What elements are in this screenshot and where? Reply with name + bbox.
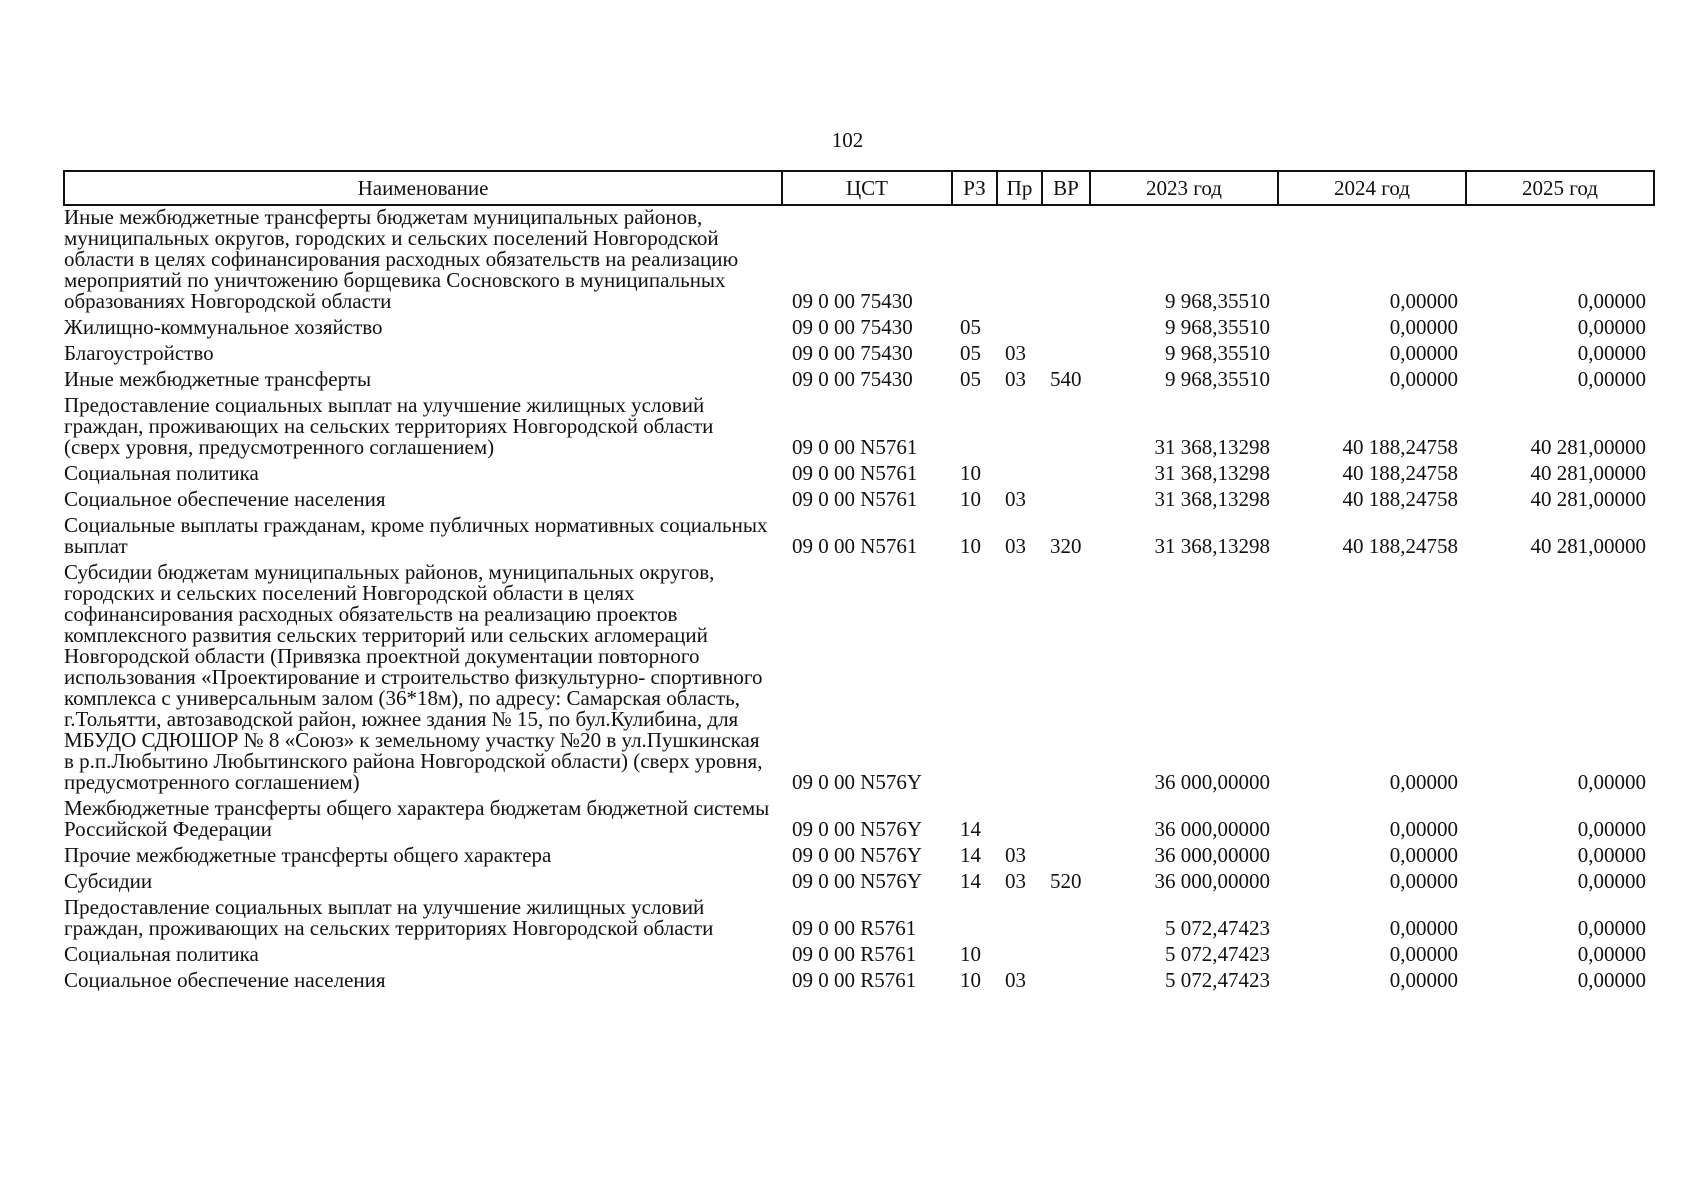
- cell-2025: 0,00000: [1577, 916, 1646, 940]
- cell-rz: 05: [960, 367, 981, 391]
- cell-2023: 31 368,13298: [1154, 534, 1270, 558]
- header-2025: 2025 год: [1466, 171, 1654, 205]
- cell-pr: 03: [1005, 367, 1026, 391]
- cell-2024: 0,00000: [1389, 817, 1458, 841]
- cell-2024: 0,00000: [1389, 341, 1458, 365]
- cell-rz: 14: [960, 843, 981, 867]
- table-row: [64, 488, 1654, 514]
- cell-2023: 9 968,35510: [1165, 367, 1270, 391]
- cell-cst: 09 0 00 75430: [792, 341, 913, 365]
- table-row: [64, 896, 1654, 943]
- cell-2024: 40 188,24758: [1342, 461, 1458, 485]
- cell-rz: 10: [960, 534, 981, 558]
- cell-cst: 09 0 00 R5761: [792, 942, 917, 966]
- header-rz: РЗ: [952, 171, 997, 205]
- cell-cst: 09 0 00 N576Y: [792, 770, 923, 794]
- cell-rz: 10: [960, 942, 981, 966]
- cell-2024: 0,00000: [1389, 942, 1458, 966]
- cell-vr: [1042, 342, 1090, 368]
- cell-name: Субсидии: [64, 869, 153, 893]
- cell-vr: [1042, 943, 1090, 969]
- cell-2023: 9 968,35510: [1165, 289, 1270, 313]
- page-number: 102: [831, 128, 864, 152]
- cell-cst: 09 0 00 N576Y: [792, 869, 923, 893]
- cell-2024: 0,00000: [1389, 968, 1458, 992]
- cell-cst: 09 0 00 75430: [792, 367, 913, 391]
- cell-2023: 9 968,35510: [1165, 315, 1270, 339]
- cell-2023: 5 072,47423: [1165, 968, 1270, 992]
- cell-2025: 0,00000: [1577, 843, 1646, 867]
- cell-2025: 0,00000: [1577, 770, 1646, 794]
- table-row: [64, 870, 1654, 896]
- cell-2023: 5 072,47423: [1165, 916, 1270, 940]
- header-2024: 2024 год: [1278, 171, 1466, 205]
- cell-2025: 0,00000: [1577, 289, 1646, 313]
- cell-cst: 09 0 00 75430: [792, 315, 913, 339]
- cell-name: Благоустройство: [64, 341, 214, 365]
- cell-vr: [1042, 797, 1090, 844]
- cell-2024: 0,00000: [1389, 869, 1458, 893]
- table-header: [64, 171, 1654, 205]
- cell-pr: [997, 462, 1042, 488]
- cell-2024: 0,00000: [1389, 367, 1458, 391]
- cell-2025: 40 281,00000: [1530, 461, 1646, 485]
- budget-table: [63, 170, 1655, 995]
- cell-name: Прочие межбюджетные трансферты общего характера: [64, 843, 552, 867]
- cell-2025: 0,00000: [1577, 869, 1646, 893]
- cell-pr: 03: [1005, 487, 1026, 511]
- cell-2025: 0,00000: [1577, 341, 1646, 365]
- cell-name: Предоставление социальных выплат на улучшение жилищных условий граждан, проживающих на сельских территориях Новгородской области: [64, 895, 714, 940]
- cell-vr: [1042, 462, 1090, 488]
- cell-rz: [952, 561, 997, 797]
- cell-2024: 0,00000: [1389, 916, 1458, 940]
- cell-name: Социальные выплаты гражданам, кроме публичных нормативных социальных выплат: [64, 513, 768, 558]
- cell-name: Иные межбюджетные трансферты бюджетам муниципальных районов, муниципальных округов, городских и сельских поселений Новгородской области в целях софинансирования расходных обязательств на реализацию мероприятий по уничтожению борщевика Сосновского в муниципальных образованиях Новгородской области: [64, 205, 739, 313]
- cell-pr: [997, 205, 1042, 316]
- cell-2025: 0,00000: [1577, 942, 1646, 966]
- cell-2023: 31 368,13298: [1154, 461, 1270, 485]
- cell-2025: 0,00000: [1577, 367, 1646, 391]
- cell-rz: [952, 394, 997, 462]
- cell-name: Жилищно-коммунальное хозяйство: [64, 315, 383, 339]
- cell-pr: [997, 896, 1042, 943]
- header-2023: 2023 год: [1090, 171, 1278, 205]
- cell-vr: [1042, 394, 1090, 462]
- cell-cst: 09 0 00 R5761: [792, 916, 917, 940]
- cell-name: Иные межбюджетные трансферты: [64, 367, 372, 391]
- table-row: [64, 943, 1654, 969]
- cell-2024: 40 188,24758: [1342, 534, 1458, 558]
- table-row: [64, 316, 1654, 342]
- cell-rz: [952, 896, 997, 943]
- cell-pr: 03: [1005, 341, 1026, 365]
- cell-rz: 05: [960, 315, 981, 339]
- cell-2024: 0,00000: [1389, 315, 1458, 339]
- cell-rz: 10: [960, 487, 981, 511]
- cell-vr: [1042, 896, 1090, 943]
- table-row: [64, 205, 1654, 316]
- cell-vr: 520: [1050, 869, 1082, 893]
- cell-2025: 40 281,00000: [1530, 435, 1646, 459]
- table-row: [64, 462, 1654, 488]
- cell-pr: [997, 561, 1042, 797]
- cell-rz: 10: [960, 968, 981, 992]
- table-body: [64, 205, 1654, 995]
- cell-2023: 9 968,35510: [1165, 341, 1270, 365]
- cell-name: Социальная политика: [64, 461, 259, 485]
- cell-name: Межбюджетные трансферты общего характера бюджетам бюджетной системы Российской Федерации: [64, 796, 770, 841]
- cell-rz: 14: [960, 869, 981, 893]
- table-row: [64, 844, 1654, 870]
- header-name: Наименование: [64, 171, 782, 205]
- cell-2024: 40 188,24758: [1342, 487, 1458, 511]
- header-pr: Пр: [997, 171, 1042, 205]
- cell-cst: 09 0 00 N5761: [792, 435, 918, 459]
- cell-name: Социальное обеспечение населения: [64, 968, 386, 992]
- cell-cst: 09 0 00 75430: [792, 289, 913, 313]
- cell-cst: 09 0 00 N5761: [792, 534, 918, 558]
- cell-pr: 03: [1005, 534, 1026, 558]
- cell-pr: 03: [1005, 843, 1026, 867]
- cell-2023: 5 072,47423: [1165, 942, 1270, 966]
- cell-2024: 0,00000: [1389, 770, 1458, 794]
- cell-cst: 09 0 00 N576Y: [792, 843, 923, 867]
- cell-name: Субсидии бюджетам муниципальных районов, муниципальных округов, городских и сельских поселений Новгородской области в целях софинансирования расходных обязательств на реализацию проектов комплексного развития сельских территорий или сельских агломераций Новгородской области (Привязка проектной документации повторного использования «Проектирование и строительство физкультурно- спортивного комплекса с универсальным залом (36*18м), по адресу: Самарская область, г.Тольятти, автозаводской район, южнее здания № 15, по бул.Кулибина, для МБУДО СДЮШОР № 8 «Союз» к земельному участку №20 в ул.Пушкинская в р.п.Любытино Любытинского района Новгородской области) (сверх уровня, предусмотренного соглашением): [64, 560, 763, 794]
- cell-vr: [1042, 205, 1090, 316]
- cell-2024: 0,00000: [1389, 843, 1458, 867]
- cell-rz: 10: [960, 461, 981, 485]
- cell-2023: 31 368,13298: [1154, 487, 1270, 511]
- cell-2025: 0,00000: [1577, 968, 1646, 992]
- cell-vr: [1042, 969, 1090, 995]
- cell-name: Предоставление социальных выплат на улучшение жилищных условий граждан, проживающих на сельских территориях Новгородской области (сверх уровня, предусмотренного соглашением): [64, 393, 714, 459]
- cell-pr: [997, 797, 1042, 844]
- table-row: [64, 797, 1654, 844]
- cell-vr: [1042, 561, 1090, 797]
- cell-rz: 05: [960, 341, 981, 365]
- cell-pr: 03: [1005, 869, 1026, 893]
- cell-pr: [997, 394, 1042, 462]
- cell-2023: 36 000,00000: [1154, 770, 1270, 794]
- cell-name: Социальное обеспечение населения: [64, 487, 386, 511]
- cell-cst: 09 0 00 N576Y: [792, 817, 923, 841]
- cell-2023: 36 000,00000: [1154, 843, 1270, 867]
- cell-2024: 0,00000: [1389, 289, 1458, 313]
- cell-2023: 31 368,13298: [1154, 435, 1270, 459]
- table-row: [64, 368, 1654, 394]
- cell-2023: 36 000,00000: [1154, 869, 1270, 893]
- cell-rz: [952, 205, 997, 316]
- table-row: [64, 342, 1654, 368]
- cell-vr: 320: [1050, 534, 1082, 558]
- cell-2025: 40 281,00000: [1530, 487, 1646, 511]
- cell-vr: 540: [1050, 367, 1082, 391]
- cell-rz: 14: [960, 817, 981, 841]
- cell-2023: 36 000,00000: [1154, 817, 1270, 841]
- cell-2025: 0,00000: [1577, 315, 1646, 339]
- cell-vr: [1042, 316, 1090, 342]
- cell-pr: 03: [1005, 968, 1026, 992]
- cell-pr: [997, 316, 1042, 342]
- cell-2024: 40 188,24758: [1342, 435, 1458, 459]
- cell-vr: [1042, 488, 1090, 514]
- cell-2025: 40 281,00000: [1530, 534, 1646, 558]
- cell-2025: 0,00000: [1577, 817, 1646, 841]
- header-cst: ЦСТ: [782, 171, 952, 205]
- cell-pr: [997, 943, 1042, 969]
- header-row: [64, 171, 1654, 205]
- cell-cst: 09 0 00 R5761: [792, 968, 917, 992]
- table-row: [64, 969, 1654, 995]
- table-row: [64, 561, 1654, 797]
- table-row: [64, 514, 1654, 561]
- table-row: [64, 394, 1654, 462]
- cell-cst: 09 0 00 N5761: [792, 487, 918, 511]
- cell-name: Социальная политика: [64, 942, 259, 966]
- header-vr: ВР: [1042, 171, 1090, 205]
- cell-vr: [1042, 844, 1090, 870]
- cell-cst: 09 0 00 N5761: [792, 461, 918, 485]
